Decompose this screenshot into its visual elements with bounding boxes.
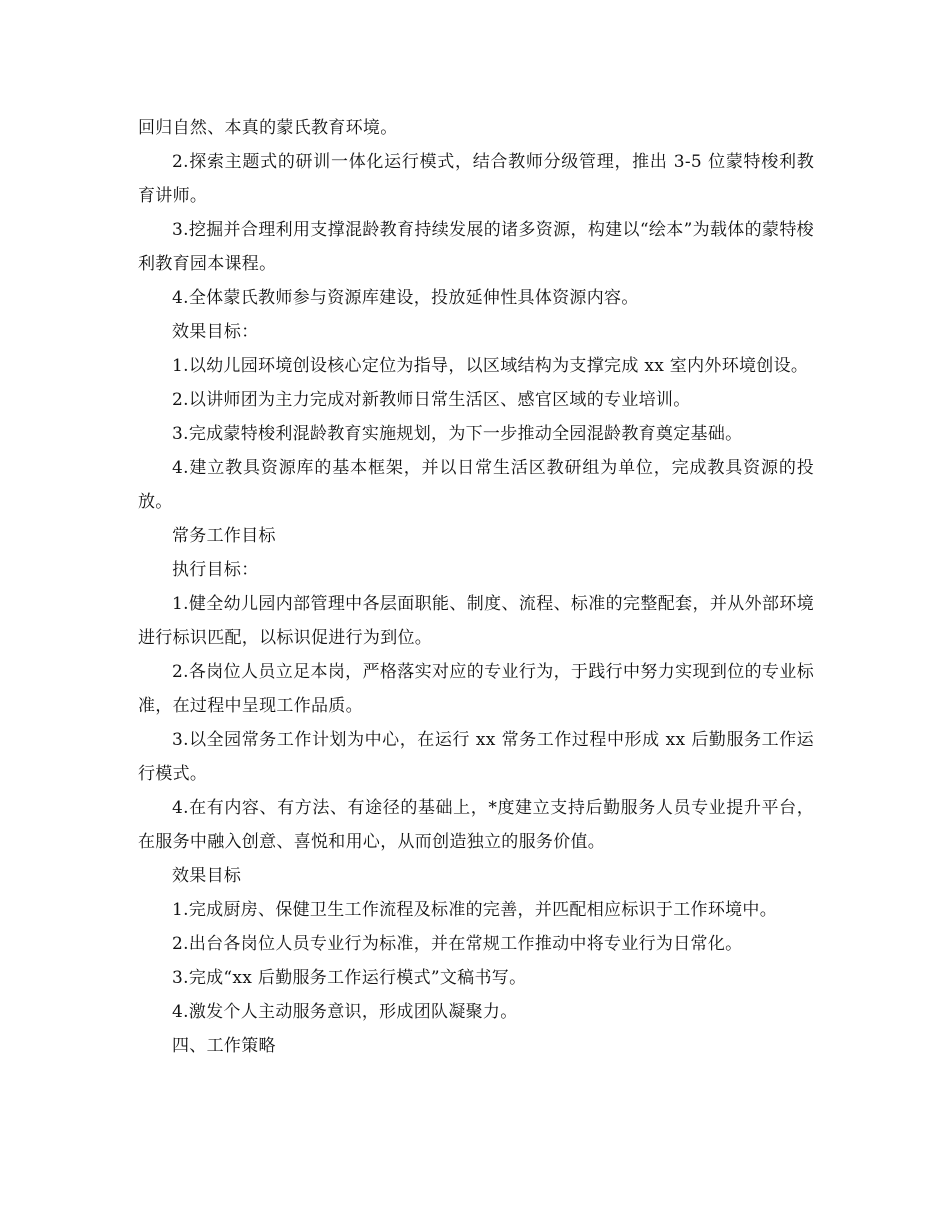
paragraph: 3.完成蒙特梭利混龄教育实施规划，为下一步推动全园混龄教育奠定基础。 <box>172 424 743 444</box>
paragraph: 4.建立教具资源库的基本框架，并以日常生活区教研组为单位，完成教具资源的投放。 <box>138 458 814 512</box>
document-body <box>138 111 814 1063</box>
paragraph: 1.健全幼儿园内部管理中各层面职能、制度、流程、标准的完整配套，并从外部环境进行标识匹配，以标识促进行为到位。 <box>138 594 814 648</box>
section-heading: 执行目标： <box>172 560 259 580</box>
paragraph: 3.完成“xx 后勤服务工作运行模式”文稿书写。 <box>172 968 527 988</box>
paragraph: 2.以讲师团为主力完成对新教师日常生活区、感官区域的专业培训。 <box>172 390 691 410</box>
section-heading: 四、工作策略 <box>172 1036 276 1056</box>
section-heading: 效果目标： <box>172 322 259 342</box>
paragraph: 4.激发个人主动服务意识，形成团队凝聚力。 <box>172 1002 518 1022</box>
section-heading: 常务工作目标 <box>172 526 276 546</box>
paragraph-continuation: 回归自然、本真的蒙氏教育环境。 <box>138 118 398 138</box>
paragraph: 1.以幼儿园环境创设核心定位为指导，以区域结构为支撑完成 xx 室内外环境创设。 <box>172 356 809 376</box>
paragraph: 4.在有内容、有方法、有途径的基础上，*度建立支持后勤服务人员专业提升平台，在服务中融入创意、喜悦和用心，从而创造独立的服务价值。 <box>138 798 814 852</box>
paragraph: 2.出台各岗位人员专业行为标准，并在常规工作推动中将专业行为日常化。 <box>172 934 743 954</box>
paragraph: 3.挖掘并合理利用支撑混龄教育持续发展的诸多资源，构建以“绘本”为载体的蒙特梭利教育园本课程。 <box>138 220 814 274</box>
paragraph: 2.各岗位人员立足本岗，严格落实对应的专业行为，于践行中努力实现到位的专业标准，在过程中呈现工作品质。 <box>138 662 814 716</box>
paragraph: 3.以全园常务工作计划为中心，在运行 xx 常务工作过程中形成 xx 后勤服务工作运行模式。 <box>138 730 814 784</box>
section-heading: 效果目标 <box>172 866 242 886</box>
paragraph: 4.全体蒙氏教师参与资源库建设，投放延伸性具体资源内容。 <box>172 288 639 308</box>
paragraph: 1.完成厨房、保健卫生工作流程及标准的完善，并匹配相应标识于工作环境中。 <box>172 900 778 920</box>
paragraph: 2.探索主题式的研训一体化运行模式，结合教师分级管理，推出 3-5 位蒙特梭利教育讲师。 <box>138 152 814 206</box>
